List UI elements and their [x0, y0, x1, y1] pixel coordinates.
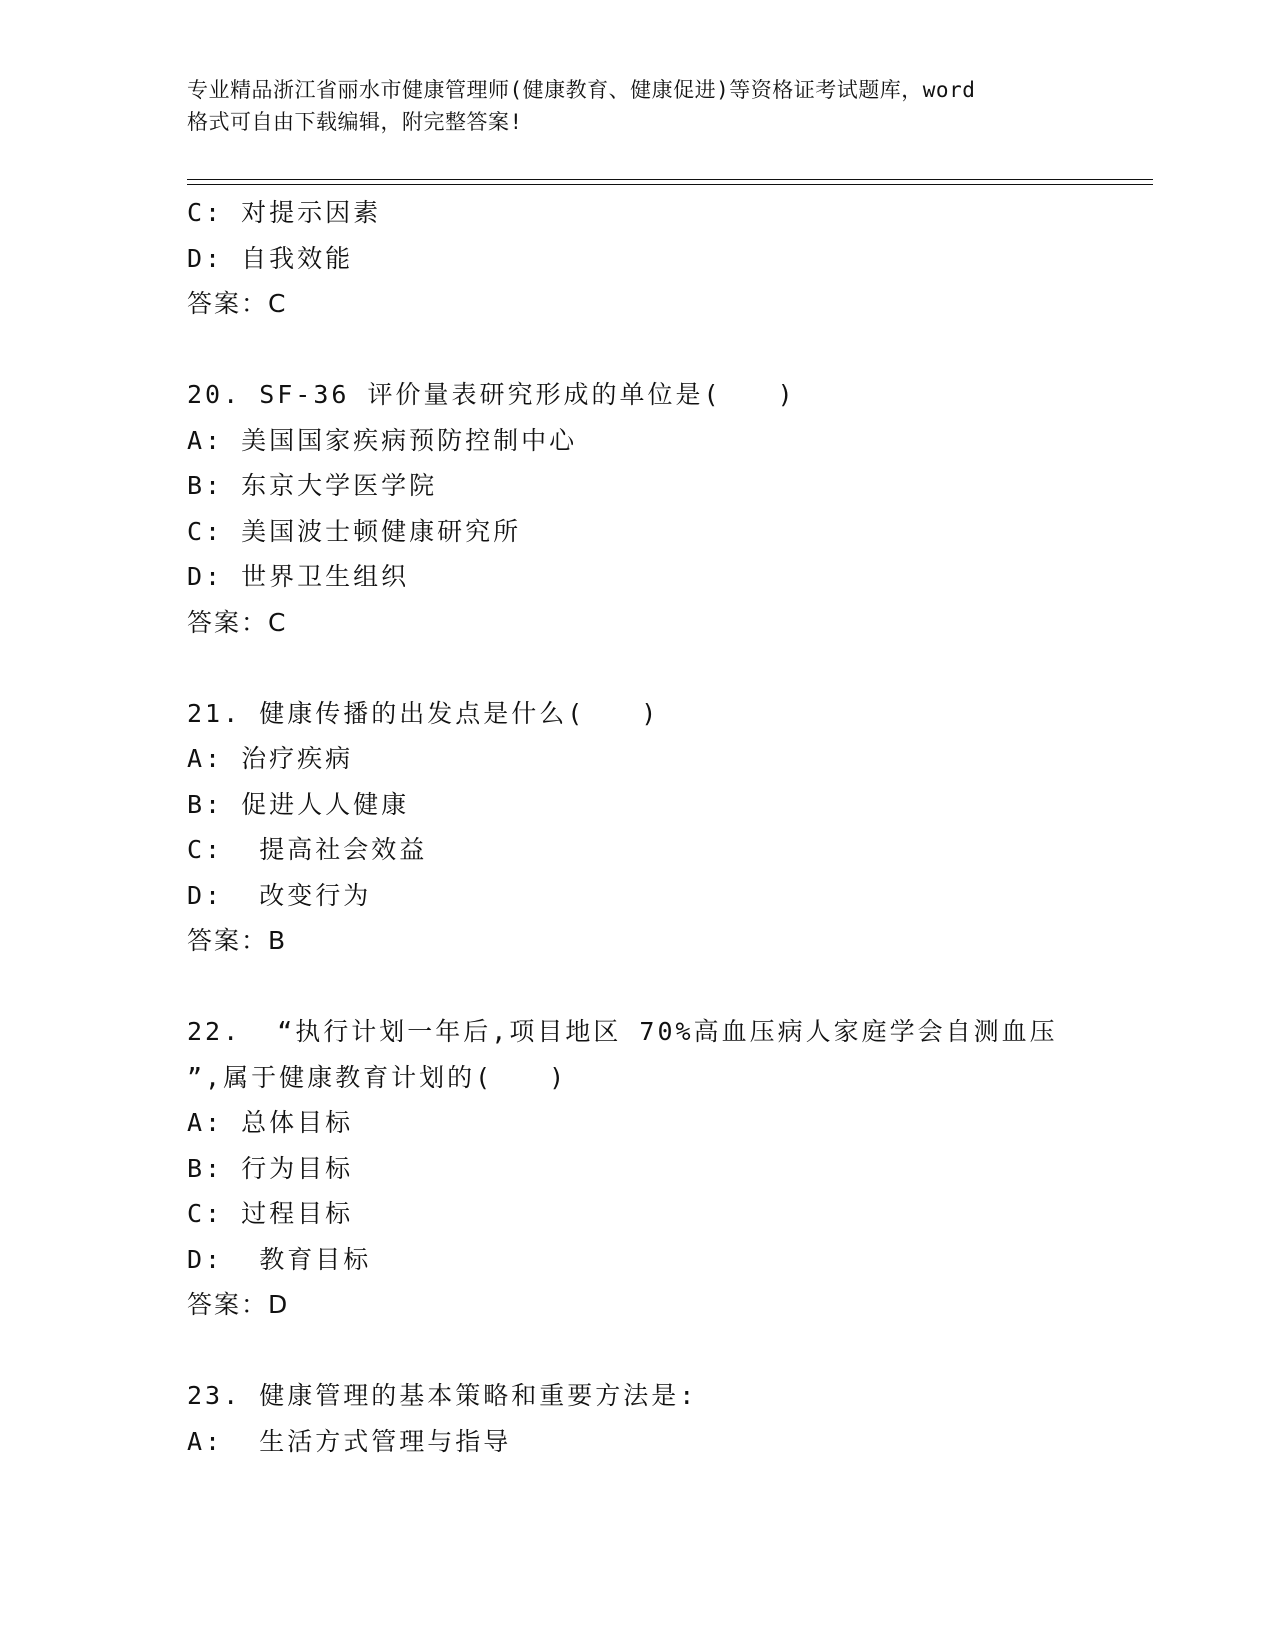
- question-text: 21. 健康传播的出发点是什么( ): [187, 698, 660, 728]
- answer: 答案：C: [187, 289, 288, 318]
- option-c: C: 美国波士顿健康研究所: [187, 516, 522, 546]
- option-c: C: 过程目标: [187, 1199, 354, 1228]
- option-a: A: 治疗疾病: [187, 744, 354, 773]
- spacer: [187, 327, 1167, 373]
- question-21: [187, 691, 1167, 964]
- option-d: D: 改变行为: [187, 880, 372, 910]
- answer: 答案：C: [187, 607, 288, 637]
- question-text-line-1: 22. “执行计划一年后,项目地区 70%高血压病人家庭学会自测血压: [187, 1017, 1058, 1046]
- option-d: D: 教育目标: [187, 1244, 372, 1274]
- spacer: [187, 964, 1167, 1010]
- header-rule-top: [187, 179, 1153, 180]
- question-22: [187, 1009, 1167, 1328]
- question-19: [187, 190, 1167, 327]
- option-a: A: 生活方式管理与指导: [187, 1426, 512, 1456]
- option-a: A: 美国国家疾病预防控制中心: [187, 425, 578, 455]
- header-line-1: 专业精品浙江省丽水市健康管理师(健康教育、健康促进)等资格证考试题库，word: [187, 78, 976, 102]
- question-list: [187, 190, 1167, 1464]
- header-line-2: 格式可自由下载编辑，附完整答案!: [187, 110, 523, 134]
- question-23: [187, 1373, 1167, 1464]
- option-b: B: 行为目标: [187, 1153, 354, 1183]
- question-20: [187, 372, 1167, 645]
- option-b: B: 东京大学医学院: [187, 471, 438, 500]
- header-rule-bottom: [187, 184, 1153, 185]
- answer: 答案：B: [187, 926, 288, 955]
- option-c: C: 对提示因素: [187, 198, 382, 227]
- spacer: [187, 1328, 1167, 1374]
- question-text-line-2: ”,属于健康教育计划的( ): [187, 1062, 568, 1092]
- option-d: D: 自我效能: [187, 243, 354, 273]
- option-a: A: 总体目标: [187, 1108, 354, 1137]
- question-text: 20. SF-36 评价量表研究形成的单位是( ): [187, 380, 796, 409]
- spacer: [187, 645, 1167, 691]
- option-d: D: 世界卫生组织: [187, 562, 410, 591]
- option-b: B: 促进人人健康: [187, 789, 410, 819]
- document-header: [187, 74, 1087, 138]
- answer: 答案：D: [187, 1290, 290, 1319]
- option-c: C: 提高社会效益: [187, 835, 428, 864]
- question-text: 23. 健康管理的基本策略和重要方法是:: [187, 1381, 698, 1410]
